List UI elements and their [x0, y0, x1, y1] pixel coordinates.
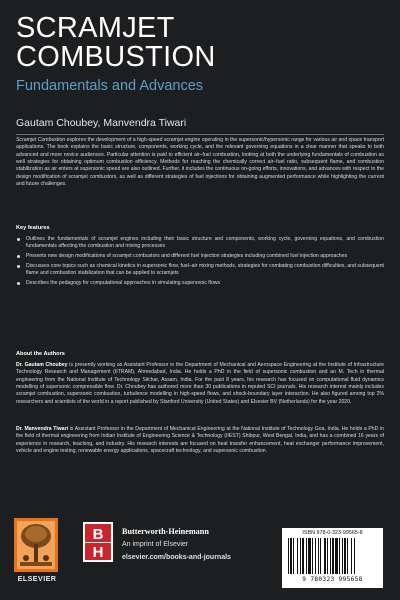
barcode-bar: [293, 538, 294, 574]
barcode-bar: [335, 538, 338, 574]
book-title-line-1: SCRAMJET: [16, 12, 175, 44]
about-authors-heading: About the Authors: [16, 351, 65, 357]
bh-logo-letter-b: B: [92, 526, 104, 543]
description-body: explores the development of a high-speed scramjet engine operating in the supersonic/hypersonic range for various air and space transport applications. The book explains the basic structure, components, working cycle, and the relevant governing equations in a clear manner that speaks to both advanced and more novice audiences. Particular attention is paid to efficient air–fuel combustion, looking at both the underlying fundamentals of combustion as well strategies for obtaining optimum combustion efficiency. Methods for reaching the chemically correct air–fuel ratio, subsequent flame, and combustion stabilization as air enters at supersonic speed are also outlined. Further, it includes the continuous on-going efforts, innovations, and advances with respect to the design modification of scramjet combustors, as well as different strategies of fuel injections for obtaining augmented performance while highlighting the current and future challenges.: [16, 137, 384, 188]
isbn-number: ISBN 978-0-323-99565-8: [302, 530, 363, 536]
barcode-bar: [297, 538, 298, 574]
author-bio-1-name: Dr. Gautam Choubey: [16, 362, 68, 368]
barcode-bar: [290, 538, 292, 574]
key-feature-item: Describes the pedagogy for computational approaches in simulating supersonic flows: [16, 280, 384, 287]
author-bio-1: [16, 362, 384, 406]
key-feature-item: Discusses core topics such as chemical kinetics in supersonic flow, fuel–air mixing methods, strategies for combating combustion difficulties, and subsequent flame and combustion stabilization that can be applied to scramjets: [16, 263, 384, 278]
barcode-bar: [318, 538, 319, 574]
barcode-bar: [351, 538, 352, 574]
author-bio-1-text: is presently working as Assistant Professor in the Department of Mechanical and Aerospace Engineering at the Institute of Infrastructure Technology Research and Management (IITRAM), Ahmedabad, India. He holds a PhD in the field of supersonic combustion and an M. Tech in thermal engineering from the National Institute of Technology Silchar, Assam, India. For the past 8 years, his research has focused on computational fluid dynamics modelling of supersonic compressible flow. Dr. Choubey has authored more than 30 publications in reputed SCI journals. His research interest mainly includes scramjet combustion, supersonic combustion, turbulence modelling in high-speed flows, and shock-boundary layer interaction. He also figured among top 2% researchers and scientists of the world in a report published by Stanford University (United States) and Elsevier BV (Netherlands) for the year 2020.: [16, 362, 385, 405]
key-feature-item: Presents new design modifications of scramjet combustors and different fuel injection strategies including combined fuel injection approaches: [16, 253, 384, 260]
barcode-bar: [332, 538, 334, 574]
author-bio-2: [16, 426, 384, 455]
barcode-bar: [344, 538, 346, 574]
publisher-name: Butterworth-Heinemann: [122, 527, 209, 536]
barcode-bar: [315, 538, 316, 574]
elsevier-tree-logo: [14, 518, 58, 572]
isbn-barcode: [282, 528, 383, 588]
barcode-bar: [327, 538, 328, 574]
author-bio-2-text: is Assistant Professor in the Department of Mechanical Engineering at the National Institute of Technology Goa, India. He holds a PhD in the field of thermal engineering from Indian Institute of Engineering Science & Technology (IIEST) Shibpur, West Bengal, India, and has a combined 16 years of experience in research, teaching, and industry. His research interests are focused on heat transfer enhancement, heat exchanger performance improvement, vehicle and engine testing, renewable energy applications, spacecraft technology, and supersonic combustion.: [16, 426, 384, 455]
barcode-bar: [339, 538, 340, 574]
book-subtitle: Fundamentals and Advances: [16, 78, 204, 94]
title-block: [16, 14, 386, 95]
elsevier-wordmark: ELSEVIER: [17, 574, 57, 583]
publisher-url[interactable]: elsevier.com/books-and-journals: [122, 554, 231, 561]
key-features-list: [16, 236, 384, 290]
barcode-digits: 9 780323 995658: [302, 576, 363, 583]
bh-logo: [83, 522, 113, 562]
barcode-bar: [330, 538, 331, 574]
description-lead: Scramjet Combustion: [16, 137, 66, 143]
barcode-bar: [347, 538, 348, 574]
imprint-line: An imprint of Elsevier: [122, 541, 189, 548]
key-feature-item: Outlines the fundamentals of scramjet engines including their basic structure and components, working cycle, governing equations, and combustion fundamentals affecting the combustion and mixing processes: [16, 236, 384, 251]
author-names: Gautam Choubey, Manvendra Tiwari: [16, 117, 187, 129]
bh-logo-letter-h: H: [92, 544, 104, 561]
barcode-bar: [308, 538, 311, 574]
book-description: [16, 137, 384, 188]
key-features-heading: Key features: [16, 225, 50, 231]
barcode-bar: [302, 538, 304, 574]
barcode-bar: [312, 538, 313, 574]
divider: [16, 134, 384, 135]
barcode-bar: [324, 538, 326, 574]
barcode-bar: [288, 538, 289, 574]
barcode-bar: [306, 538, 307, 574]
barcode-bar: [354, 538, 355, 574]
barcode-bar: [300, 538, 301, 574]
book-title-line-2: COMBUSTION: [16, 41, 216, 73]
barcode-bar: [320, 538, 321, 574]
author-bio-2-name: Dr. Manvendra Tiwari: [16, 426, 69, 432]
barcode-bars: [288, 538, 377, 576]
barcode-bar: [342, 538, 343, 574]
